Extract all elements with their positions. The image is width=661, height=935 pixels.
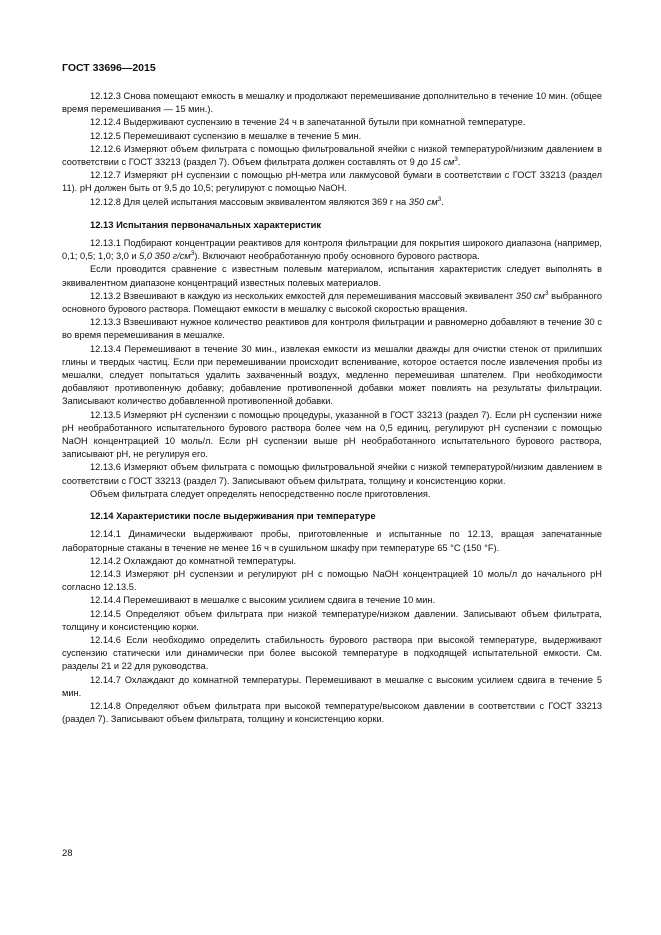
paragraph-12-14-4: 12.14.4 Перемешивают в мешалке с высоким усилием сдвига в течение 10 мин.: [90, 595, 436, 606]
paragraph-12-13-5: 12.13.5 Измеряют pH суспензии с помощью процедуры, указанной в ГОСТ 33213 (раздел 7). Если pH суспензии ниже pH необработанного испытательного бурового раствора более чем на 0,5 единиц, регулируют pH суспензии с помощью NaOH концентрацией 10 моль/л. Если pH суспензии выше pH необработанного испытательного бурового раствора, записывают pH, не регулируя его.: [62, 409, 602, 460]
paragraph-12-13-1: [62, 237, 602, 263]
paragraph-12-12-7: 12.12.7 Измеряют pH суспензии с помощью pH-метра или лакмусовой бумаги в соответствии с ГОСТ 33213 (раздел 11). pH должен быть от 9,5 до 10,5; регулируют с помощью NaOH.: [62, 170, 602, 194]
paragraph-12-12-8-end: .: [441, 196, 444, 207]
paragraph-12-14-1: 12.14.1 Динамически выдерживают пробы, приготовленные и испытанные по 12.13, вращая запечатанные лабораторные стаканы в течение не менее 16 ч в сушильном шкафу при температуре 65 °C (150 °F).: [62, 529, 602, 553]
concentration-value: 5,0 350 г/см: [139, 251, 191, 262]
paragraph-12-13-6: 12.13.6 Измеряют объем фильтрата с помощью фильтровальной ячейки с низкой температурой/низким давлением в соответствии с ГОСТ 33213 (раздел 7). Записывают объем фильтрата, толщину и консистенцию корки.: [62, 462, 602, 486]
paragraph-12-12-6: [62, 143, 602, 169]
paragraph-12-12-5: 12.12.5 Перемешивают суспензию в мешалке в течение 5 мин.: [90, 130, 362, 141]
paragraph-12-12-4: 12.12.4 Выдерживают суспензию в течение 24 ч в запечатанной бутыли при комнатной температуре.: [90, 117, 526, 128]
paragraph-12-13-2-end: выбранного основного бурового раствора. Помещают емкости в мешалку с высокой скоростью вращения.: [62, 290, 602, 315]
paragraph-12-14-6: 12.14.6 Если необходимо определить стабильность бурового раствора при высокой температуре, выдерживают суспензию статически или динамически при более высокой температуре в подходящей испытательной емкости. См. разделы 21 и 22 для руководства.: [62, 634, 602, 672]
paragraph-12-12-6-end: .: [457, 157, 461, 168]
mud-volume-exponent: 3: [544, 289, 549, 297]
paragraph-12-12-3: 12.12.3 Снова помещают емкость в мешалку и продолжают перемешивание дополнительно в течение 10 мин. (общее время перемешивания — 15 мин.).: [62, 91, 602, 115]
paragraph-12-13-1-text: 12.13.1 Подбирают концентрации реактивов для контроля фильтрации для покрытия широкого диапазона (например, 0,1; 0,5; 1,0; 3,0 и: [62, 238, 602, 262]
filtrate-volume-value: 15 см: [430, 157, 455, 168]
paragraph-12-12-6-text: 12.12.6 Измеряют объем фильтрата с помощью фильтровальной ячейки с низкой температурой/низким давлением в соответствии с ГОСТ 33213 (раздел 7). Объем фильтрата должен составлять от 9 до: [62, 143, 602, 168]
mass-equivalent-exponent: 3: [437, 195, 442, 203]
paragraph-12-13-1-end: ). Включают необработанную пробу основного бурового раствора.: [194, 251, 480, 262]
paragraph-12-14-5: 12.14.5 Определяют объем фильтрата при низкой температуре/низком давлении. Записывают объем фильтрата, толщину и консистенцию корки.: [62, 608, 602, 632]
document-body: [62, 90, 602, 726]
section-12-13-heading: 12.13 Испытания первоначальных характеристик: [90, 218, 322, 230]
paragraph-12-14-8: 12.14.8 Определяют объем фильтрата при высокой температуре/высоком давлении в соответствии с ГОСТ 33213 (раздел 7). Записывают объем фильтрата, толщину и консистенцию корки.: [62, 700, 602, 725]
paragraph-12-13-2-text: 12.13.2 Взвешивают в каждую из нескольких емкостей для перемешивания массовый эквивалент: [90, 290, 514, 301]
paragraph-12-12-8-text: 12.12.8 Для целей испытания массовым эквивалентом являются 369 г на: [90, 196, 407, 207]
paragraph-12-14-7: 12.14.7 Охлаждают до комнатной температуры. Перемешивают в мешалке с высоким усилием сдвига в течение 5 мин.: [62, 674, 602, 698]
paragraph-field-comparison: Если проводится сравнение с известным полевым материалом, испытания характеристик следует выполнять в эквивалентном диапазоне концентраций известных полевых материалов.: [62, 264, 602, 288]
page-number: 28: [62, 848, 73, 859]
paragraph-12-14-2: 12.14.2 Охлаждают до комнатной температуры.: [90, 555, 297, 566]
concentration-exponent: 3: [190, 250, 195, 258]
filtrate-volume-exponent: 3: [454, 155, 458, 163]
mass-equivalent-value: 350 см: [408, 196, 438, 207]
paragraph-12-12-8: [62, 196, 602, 209]
paragraph-12-13-3: 12.13.3 Взвешивают нужное количество реактивов для контроля фильтрации и равномерно добавляют в течение 30 с во время перемешивания в мешалке.: [62, 317, 602, 341]
mud-volume-value: 350 см: [515, 290, 545, 301]
paragraph-12-13-4: 12.13.4 Перемешивают в течение 30 мин., извлекая емкости из мешалки дважды для очистки стенок от прилипших глины и твердых частиц. Если при перемешивании происходит вспенивание, которое остается после извлечения пробы из мешалки, следует попытаться удалить захваченный воздух, медленно перемешивая шпателем. При необходимости добавляют противопенную добавку; добавление противопенной добавки может повлиять на результаты фильтрации. Записывают количество добавленной противопенной добавки.: [62, 343, 602, 407]
paragraph-filtrate-note: Объем фильтрата следует определять непосредственно после приготовления.: [90, 488, 431, 499]
paragraph-12-14-3: 12.14.3 Измеряют pH суспензии и регулируют pH с помощью NaOH концентрацией 10 моль/л до начального pH согласно 12.13.5.: [62, 568, 602, 593]
document-standard-header: ГОСТ 33696—2015: [62, 62, 156, 74]
section-12-14-heading: 12.14 Характеристики после выдерживания при температуре: [90, 510, 376, 522]
paragraph-12-13-2: [62, 290, 602, 316]
